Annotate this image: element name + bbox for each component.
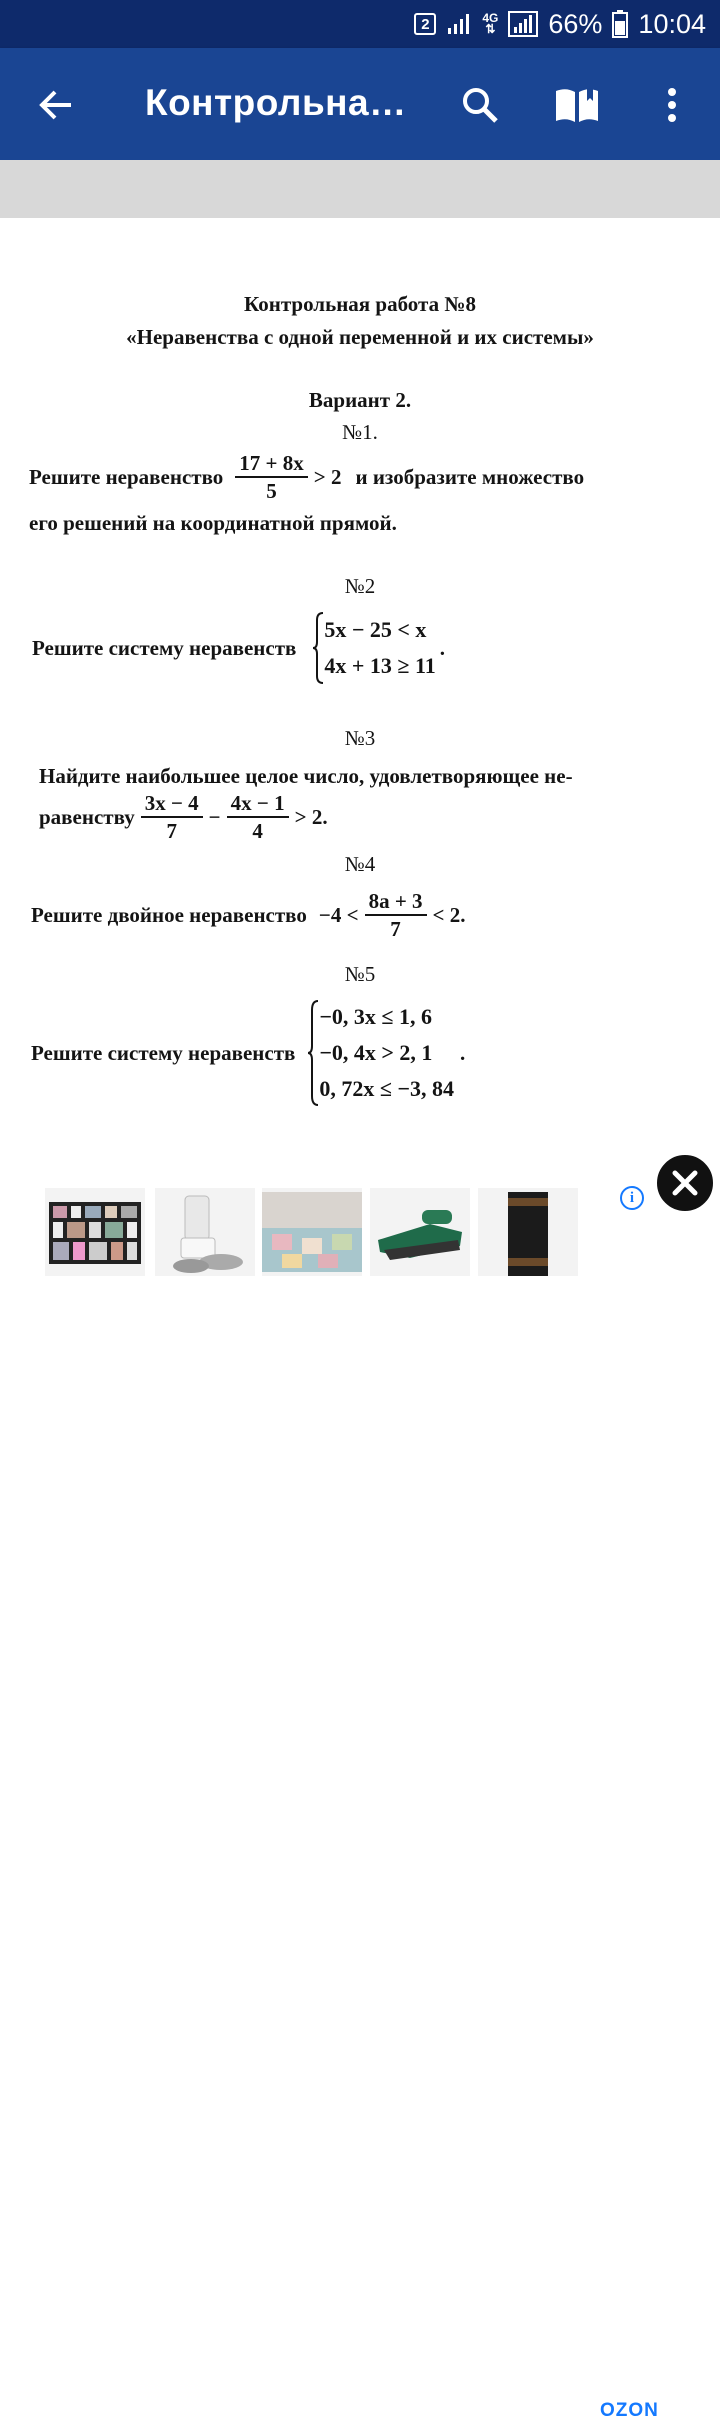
task-5-row-3: 0, 72x ≤ −3, 84 bbox=[319, 1076, 454, 1101]
task-3-line1: Найдите наибольшее целое число, удовлетворяющее не- bbox=[39, 764, 573, 788]
task-4-text: Решите двойное неравенство bbox=[31, 902, 307, 927]
bedding-icon bbox=[262, 1188, 362, 1276]
page-gap bbox=[0, 160, 720, 218]
doc-subtitle: «Неравенства с одной переменной и их системы» bbox=[126, 325, 594, 349]
task-4-denominator: 7 bbox=[390, 917, 401, 941]
doc-title: Контрольная работа №8 bbox=[244, 292, 476, 316]
task-3-denominator-2: 4 bbox=[252, 819, 263, 843]
task-3-numerator-1: 3x − 4 bbox=[141, 790, 203, 818]
tea-box-icon bbox=[478, 1188, 578, 1276]
task-3-numerator-2: 4x − 1 bbox=[227, 790, 289, 818]
ozon-logo[interactable]: OZON bbox=[600, 2400, 659, 2421]
task-2-system bbox=[312, 612, 445, 684]
task-4-numerator: 8a + 3 bbox=[365, 888, 427, 916]
task-2-line bbox=[32, 612, 445, 684]
book-icon bbox=[553, 85, 601, 125]
app-bar bbox=[0, 48, 720, 160]
task-3-line2 bbox=[39, 790, 328, 844]
ad-product-tea-box[interactable] bbox=[478, 1188, 578, 1276]
task-3-denominator-1: 7 bbox=[166, 819, 177, 843]
task-1-line bbox=[29, 450, 584, 504]
signal-icon bbox=[446, 12, 472, 36]
close-ad-button[interactable] bbox=[653, 1151, 717, 1215]
variant-label: Вариант 2. bbox=[308, 388, 412, 412]
reader-button[interactable] bbox=[548, 80, 606, 130]
search-button[interactable] bbox=[455, 80, 505, 130]
task-1-denominator: 5 bbox=[266, 479, 277, 503]
task-4-fraction bbox=[365, 888, 427, 942]
belt-sander-icon bbox=[370, 1188, 470, 1276]
task-5-line bbox=[31, 999, 465, 1107]
task-2-row-2: 4x + 13 ≥ 11 bbox=[324, 653, 436, 678]
task-4-right: < 2. bbox=[432, 902, 466, 927]
clock: 10:04 bbox=[638, 8, 706, 39]
task-2-number: №2 bbox=[344, 574, 376, 598]
task-2-row-1: 5x − 25 < x bbox=[324, 617, 427, 642]
search-icon bbox=[461, 86, 499, 124]
task-3-end: > 2. bbox=[294, 804, 328, 829]
task-1-fraction bbox=[235, 450, 307, 504]
task-5-end: . bbox=[459, 1040, 466, 1065]
task-4-line bbox=[31, 888, 466, 942]
ad-product-belt-sander[interactable] bbox=[370, 1188, 470, 1276]
task-1-text: Решите неравенство bbox=[29, 464, 224, 489]
task-2-end: . bbox=[439, 635, 446, 660]
task-1-number: №1. bbox=[342, 420, 378, 444]
ad-product-photo-frames[interactable] bbox=[45, 1188, 145, 1276]
task-5-row-2: −0, 4x > 2, 1 bbox=[319, 1040, 433, 1065]
food-processor-icon bbox=[155, 1188, 255, 1276]
task-4-left: −4 < bbox=[318, 902, 359, 927]
page-title: Контрольна… bbox=[145, 82, 407, 123]
task-3-minus: − bbox=[208, 804, 221, 829]
task-3-prefix: равенству bbox=[39, 804, 135, 829]
photo-collage-icon bbox=[45, 1188, 145, 1276]
task-5-system bbox=[307, 999, 465, 1107]
sim-badge: 2 bbox=[414, 13, 436, 35]
task-3-number: №3 bbox=[344, 726, 376, 750]
signal-strength-icon bbox=[508, 11, 538, 37]
brace-icon bbox=[307, 1000, 319, 1106]
back-arrow-icon bbox=[37, 87, 73, 123]
status-bar bbox=[0, 0, 720, 48]
task-5-text: Решите систему неравенств bbox=[31, 1040, 296, 1065]
task-1-line2: его решений на координатной прямой. bbox=[29, 511, 397, 535]
task-4-number: №4 bbox=[344, 852, 376, 876]
task-5-number: №5 bbox=[344, 962, 376, 986]
back-button[interactable] bbox=[30, 80, 80, 130]
task-2-text: Решите систему неравенств bbox=[32, 635, 297, 660]
task-1-numerator: 17 + 8x bbox=[235, 450, 307, 478]
ad-banner[interactable] bbox=[0, 1180, 720, 2421]
network-type: 4G ⇅ bbox=[482, 11, 499, 36]
battery-percent: 66% bbox=[548, 8, 603, 39]
ad-info-button[interactable]: i bbox=[620, 1186, 644, 1210]
more-menu-button[interactable] bbox=[650, 80, 694, 130]
ad-product-bedding[interactable] bbox=[262, 1188, 362, 1276]
task-1-compare: > 2 bbox=[313, 464, 342, 489]
ad-product-food-processor[interactable] bbox=[155, 1188, 255, 1276]
close-icon bbox=[670, 1168, 700, 1198]
task-3-fraction-2 bbox=[227, 790, 289, 844]
brace-icon bbox=[312, 612, 324, 684]
task-5-row-1: −0, 3x ≤ 1, 6 bbox=[319, 1004, 432, 1029]
document-page[interactable] bbox=[0, 218, 720, 1180]
more-vert-icon bbox=[667, 87, 677, 123]
battery-icon bbox=[612, 10, 628, 38]
task-1-text-after: и изобразите множество bbox=[355, 464, 585, 489]
task-3-fraction-1 bbox=[141, 790, 203, 844]
